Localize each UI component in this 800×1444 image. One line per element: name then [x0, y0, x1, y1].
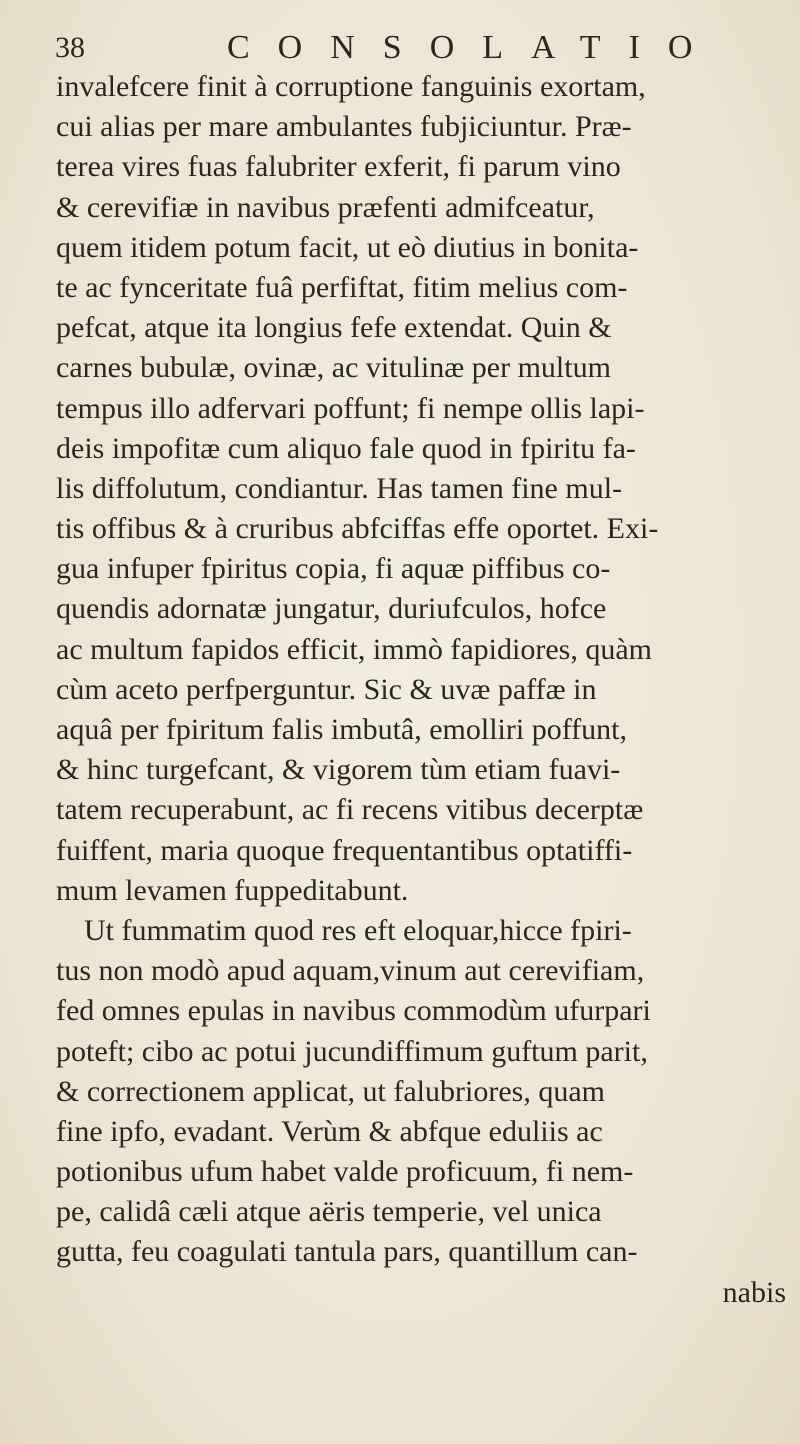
- text-line: tempus illo adfervari poffunt; fi nempe ollis lapi-: [56, 391, 645, 425]
- text-line: invalefcere finit à corruptione fanguinis exortam,: [56, 70, 646, 103]
- text-line: fed omnes epulas in navibus commodùm ufurpari: [56, 994, 651, 1028]
- text-line: carnes bubulæ, ovinæ, ac vitulinæ per multum: [56, 351, 611, 385]
- text-line: poteft; cibo ac potui jucundiffimum guftum parit,: [56, 1034, 648, 1068]
- text-line: deis impofitæ cum aliquo fale quod in fpiritu fa-: [56, 431, 636, 465]
- text-line: & correctionem applicat, ut falubriores, quam: [56, 1074, 605, 1108]
- text-line: potionibus ufum habet valde proficuum, fi nem-: [56, 1155, 634, 1189]
- text-line: cui alias per mare ambulantes fubjiciuntur. Præ-: [56, 110, 632, 144]
- text-line: pefcat, atque ita longius fefe extendat. Quin &: [56, 311, 612, 345]
- text-line: quem itidem potum facit, ut eò diutius in bonita-: [56, 230, 639, 264]
- text-line: gua infuper fpiritus copia, fi aquæ piffibus co-: [56, 552, 611, 586]
- text-line: tus non modò apud aquam,vinum aut cerevifiam,: [56, 954, 645, 988]
- text-line: te ac fynceritate fuâ perfiftat, fitim melius com-: [56, 270, 628, 304]
- text-line: & cerevifiæ in navibus præfenti admifceatur,: [56, 190, 595, 224]
- text-line: lis diffolutum, condiantur. Has tamen fine mul-: [56, 471, 623, 505]
- running-head: CONSOLATIO: [227, 29, 721, 66]
- text-line: gutta, feu coagulati tantula pars, quantillum can-: [56, 1235, 638, 1269]
- text-line: cùm aceto perfperguntur. Sic & uvæ paffæ in: [56, 672, 597, 706]
- text-line: & hinc turgefcant, & vigorem tùm etiam fuavi-: [56, 753, 621, 787]
- catchword: nabis: [722, 1275, 786, 1309]
- text-line: tis offibus & à cruribus abfciffas effe oportet. Exi-: [56, 512, 659, 546]
- text-line: terea vires fuas falubriter exferit, fi parum vino: [56, 150, 621, 184]
- text-line: aquâ per fpiritum falis imbutâ, emolliri poffunt,: [56, 713, 627, 746]
- body-text: [56, 67, 788, 1313]
- text-line: fine ipfo, evadant. Verùm & abfque eduliis ac: [56, 1114, 603, 1148]
- text-line: pe, calidâ cæli atque aëris temperie, vel unica: [56, 1195, 602, 1229]
- text-line: quendis adornatæ jungatur, duriufculos, hofce: [56, 592, 607, 626]
- text-line: mum levamen fuppeditabunt.: [56, 873, 409, 907]
- text-line: fuiffent, maria quoque frequentantibus optatiffi-: [56, 833, 633, 867]
- paragraph-start-line: Ut fummatim quod res eft eloquar,hicce fpiri-: [84, 913, 632, 947]
- text-line: ac multum fapidos efficit, immò fapidiores, quàm: [56, 632, 652, 666]
- page-number: 38: [55, 31, 85, 64]
- page-header: [55, 22, 755, 68]
- text-line: tatem recuperabunt, ac fi recens vitibus decerptæ: [56, 793, 644, 827]
